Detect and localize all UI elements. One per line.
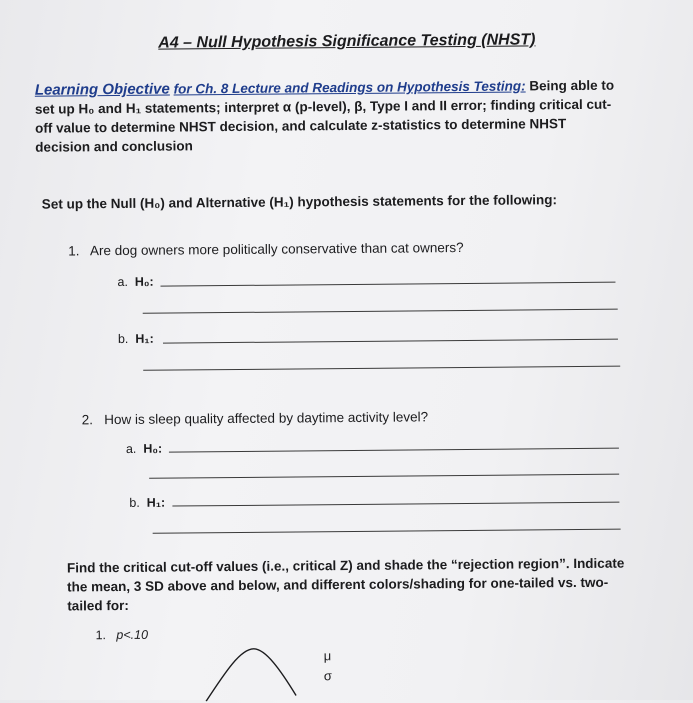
question-1-text: Are dog owners more politically conservative than cat owners? xyxy=(89,239,464,259)
question-1-option-a xyxy=(117,275,153,289)
question-1-option-b xyxy=(118,332,154,346)
page-title: A4 – Null Hypothesis Significance Testing (NHST) xyxy=(158,31,536,52)
normal-curve-line xyxy=(206,648,296,701)
objective-text: Being able to set up H₀ and H₁ statements; interpret α (p-level), β, Type I and II error; finding critical cut-off value to determine NHST decision, and calculate z-statistics to determine NHST decision and conclusion xyxy=(34,77,615,155)
part-1-number: 1. xyxy=(95,628,107,643)
setup-instruction: Set up the Null (H₀) and Alternative (H₁) hypothesis statements for the following: xyxy=(41,192,558,212)
question-1 xyxy=(68,240,464,258)
option-label: H₀: xyxy=(143,441,163,456)
option-marker: b. xyxy=(129,495,140,510)
option-label: H₁: xyxy=(135,331,154,346)
learning-objective xyxy=(35,76,621,157)
question-2-option-b xyxy=(129,496,165,510)
objective-chapter: for Ch. 8 Lecture and Readings on Hypothesis Testing: xyxy=(173,78,526,97)
answer-line[interactable] xyxy=(160,282,615,287)
objective-label: Learning Objective xyxy=(34,80,170,99)
answer-line[interactable] xyxy=(169,448,619,453)
part-1 xyxy=(95,628,148,642)
option-label: H₁: xyxy=(146,495,166,510)
option-marker: a. xyxy=(117,274,128,290)
option-label: H₀: xyxy=(134,274,154,289)
critical-value-instruction: Find the critical cut-off values (i.e., critical Z) and shade the “rejection region”. Indicate the mean, 3 SD above and below, and different colors/shading for one-tailed vs. two-tailed for: xyxy=(66,555,625,614)
normal-curve xyxy=(196,640,317,701)
question-2-text: How is sleep quality affected by daytime activity level? xyxy=(104,409,429,428)
question-1-number: 1. xyxy=(68,243,80,259)
answer-line[interactable] xyxy=(172,502,619,507)
option-marker: a. xyxy=(125,441,137,456)
sigma-label: σ xyxy=(323,668,332,684)
answer-line[interactable] xyxy=(163,339,618,344)
mu-label: μ xyxy=(323,648,332,664)
question-2 xyxy=(82,409,429,427)
part-1-p-value: p<.10 xyxy=(116,627,149,643)
question-2-option-a xyxy=(126,442,162,456)
answer-line[interactable] xyxy=(149,474,619,479)
answer-line[interactable] xyxy=(153,529,621,534)
answer-line[interactable] xyxy=(143,366,620,371)
option-marker: b. xyxy=(117,331,129,347)
question-2-number: 2. xyxy=(81,412,93,428)
answer-line[interactable] xyxy=(143,309,618,314)
